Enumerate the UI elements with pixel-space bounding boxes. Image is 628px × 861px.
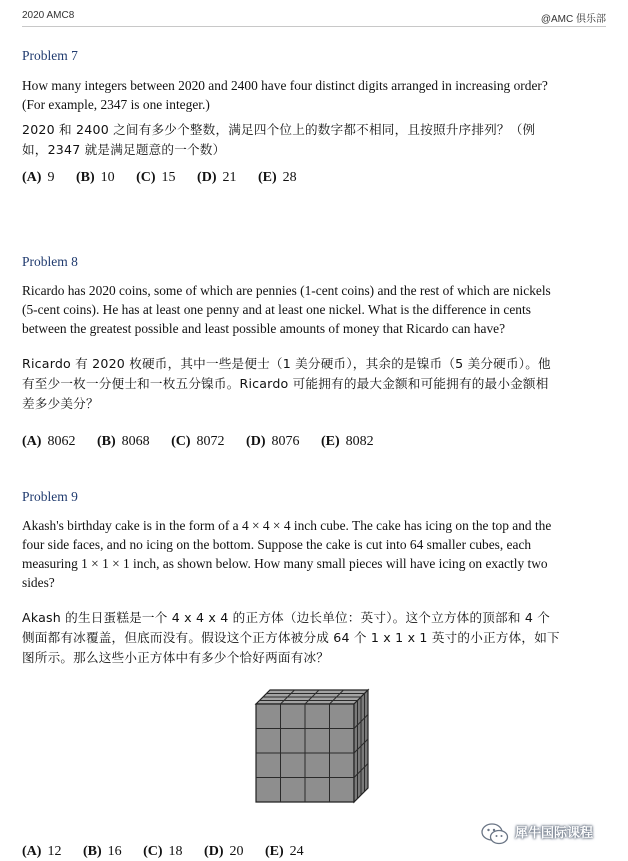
choice-c: (C) 18 <box>143 844 183 859</box>
problem-9-text-line: sides? <box>22 575 55 590</box>
problem-8-cn-line: Ricardo 有 2020 枚硬币，其中一些是便士（1 美分硬币），其余的是镍币（5 美分硬币）。他 <box>22 356 551 371</box>
problem-8-chinese <box>22 354 607 414</box>
choice-e: (E) 24 <box>264 844 304 859</box>
problem-8-cn-line: 差多少美分？ <box>22 396 99 411</box>
problem-8-text <box>22 281 607 338</box>
problem-9-text-line: four side faces, and no icing on the bottom. Suppose the cake is cut into 64 smaller cubes, each <box>22 537 532 552</box>
problem-7-cn-line: 如，2347 就是满足题意的一个数） <box>22 142 226 157</box>
choice-d: (D) 20 <box>204 844 244 859</box>
choice-e: (E) 8082 <box>320 434 374 449</box>
header-divider <box>22 26 606 27</box>
choice-a: (A) 8062 <box>22 434 76 449</box>
problem-8-text-line: Ricardo has 2020 coins, some of which are pennies (1-cent coins) and the rest of which are nickels <box>22 283 551 298</box>
problem-9-text-line: Akash's birthday cake is in the form of a 4 × 4 × 4 inch cube. The cake has icing on the top and the <box>22 518 552 533</box>
problem-8-title: Problem 8 <box>22 254 78 269</box>
choice-e: (E) 28 <box>257 170 297 185</box>
problem-7-title: Problem 7 <box>22 48 78 63</box>
watermark-text: 犀牛国际课程 <box>515 826 594 841</box>
problem-9-text <box>22 516 607 592</box>
header-left: 2020 AMC8 <box>22 10 75 21</box>
choice-c: (C) 15 <box>136 170 176 185</box>
choice-c: (C) 8072 <box>171 434 225 449</box>
page-header <box>0 0 628 30</box>
problem-9-chinese <box>22 608 607 668</box>
choice-d: (D) 21 <box>197 170 237 185</box>
problem-9-title: Problem 9 <box>22 489 78 504</box>
choice-a: (A) 9 <box>22 170 55 185</box>
problem-8-text-line: between the greatest possible and least possible amounts of money that Ricardo can have? <box>22 321 506 336</box>
wechat-icon <box>481 823 509 845</box>
problem-8-choices <box>22 434 392 450</box>
problem-7-choices <box>22 170 315 186</box>
choice-b: (B) 8068 <box>96 434 150 449</box>
problem-7-cn-line: 2020 和 2400 之间有多少个整数，满足四个位上的数字都不相同，且按照升序排列？（例 <box>22 122 536 137</box>
problem-9-cn-line: Akash 的生日蛋糕是一个 4 x 4 x 4 的正方体（边长单位：英寸）。这个立方体的顶部和 4 个 <box>22 610 551 625</box>
choice-d: (D) 8076 <box>246 434 300 449</box>
choice-a: (A) 12 <box>22 844 62 859</box>
choice-b: (B) 16 <box>82 844 122 859</box>
problem-9-choices <box>22 844 322 860</box>
watermark <box>481 817 616 847</box>
problem-7-text-line: (For example, 2347 is one integer.) <box>22 97 210 112</box>
problem-9-cn-line: 侧面都有冰覆盖，但底而没有。假设这个正方体被分成 64 个 1 x 1 x 1 英寸的小正方体，如下 <box>22 630 560 645</box>
cube-figure <box>244 688 384 816</box>
problem-7-text-line: How many integers between 2020 and 2400 have four distinct digits arranged in increasing order? <box>22 78 548 93</box>
problem-8-text-line: (5-cent coins). He has at least one penny and at least one nickel. What is the difference in cents <box>22 302 531 317</box>
choice-b: (B) 10 <box>75 170 115 185</box>
problem-8-cn-line: 有至少一枚一分便士和一枚五分镍币。Ricardo 可能拥有的最大金额和可能拥有的最小金额相 <box>22 376 549 391</box>
problem-7-text <box>22 76 607 114</box>
header-right: @AMC 俱乐部 <box>540 14 606 25</box>
problem-9-cn-line: 图所示。那么这些小正方体中有多少个恰好两面有冰？ <box>22 650 330 665</box>
problem-7-chinese <box>22 120 607 160</box>
problem-9-text-line: measuring 1 × 1 × 1 inch, as shown below. How many small pieces will have icing on exactly two <box>22 556 548 571</box>
